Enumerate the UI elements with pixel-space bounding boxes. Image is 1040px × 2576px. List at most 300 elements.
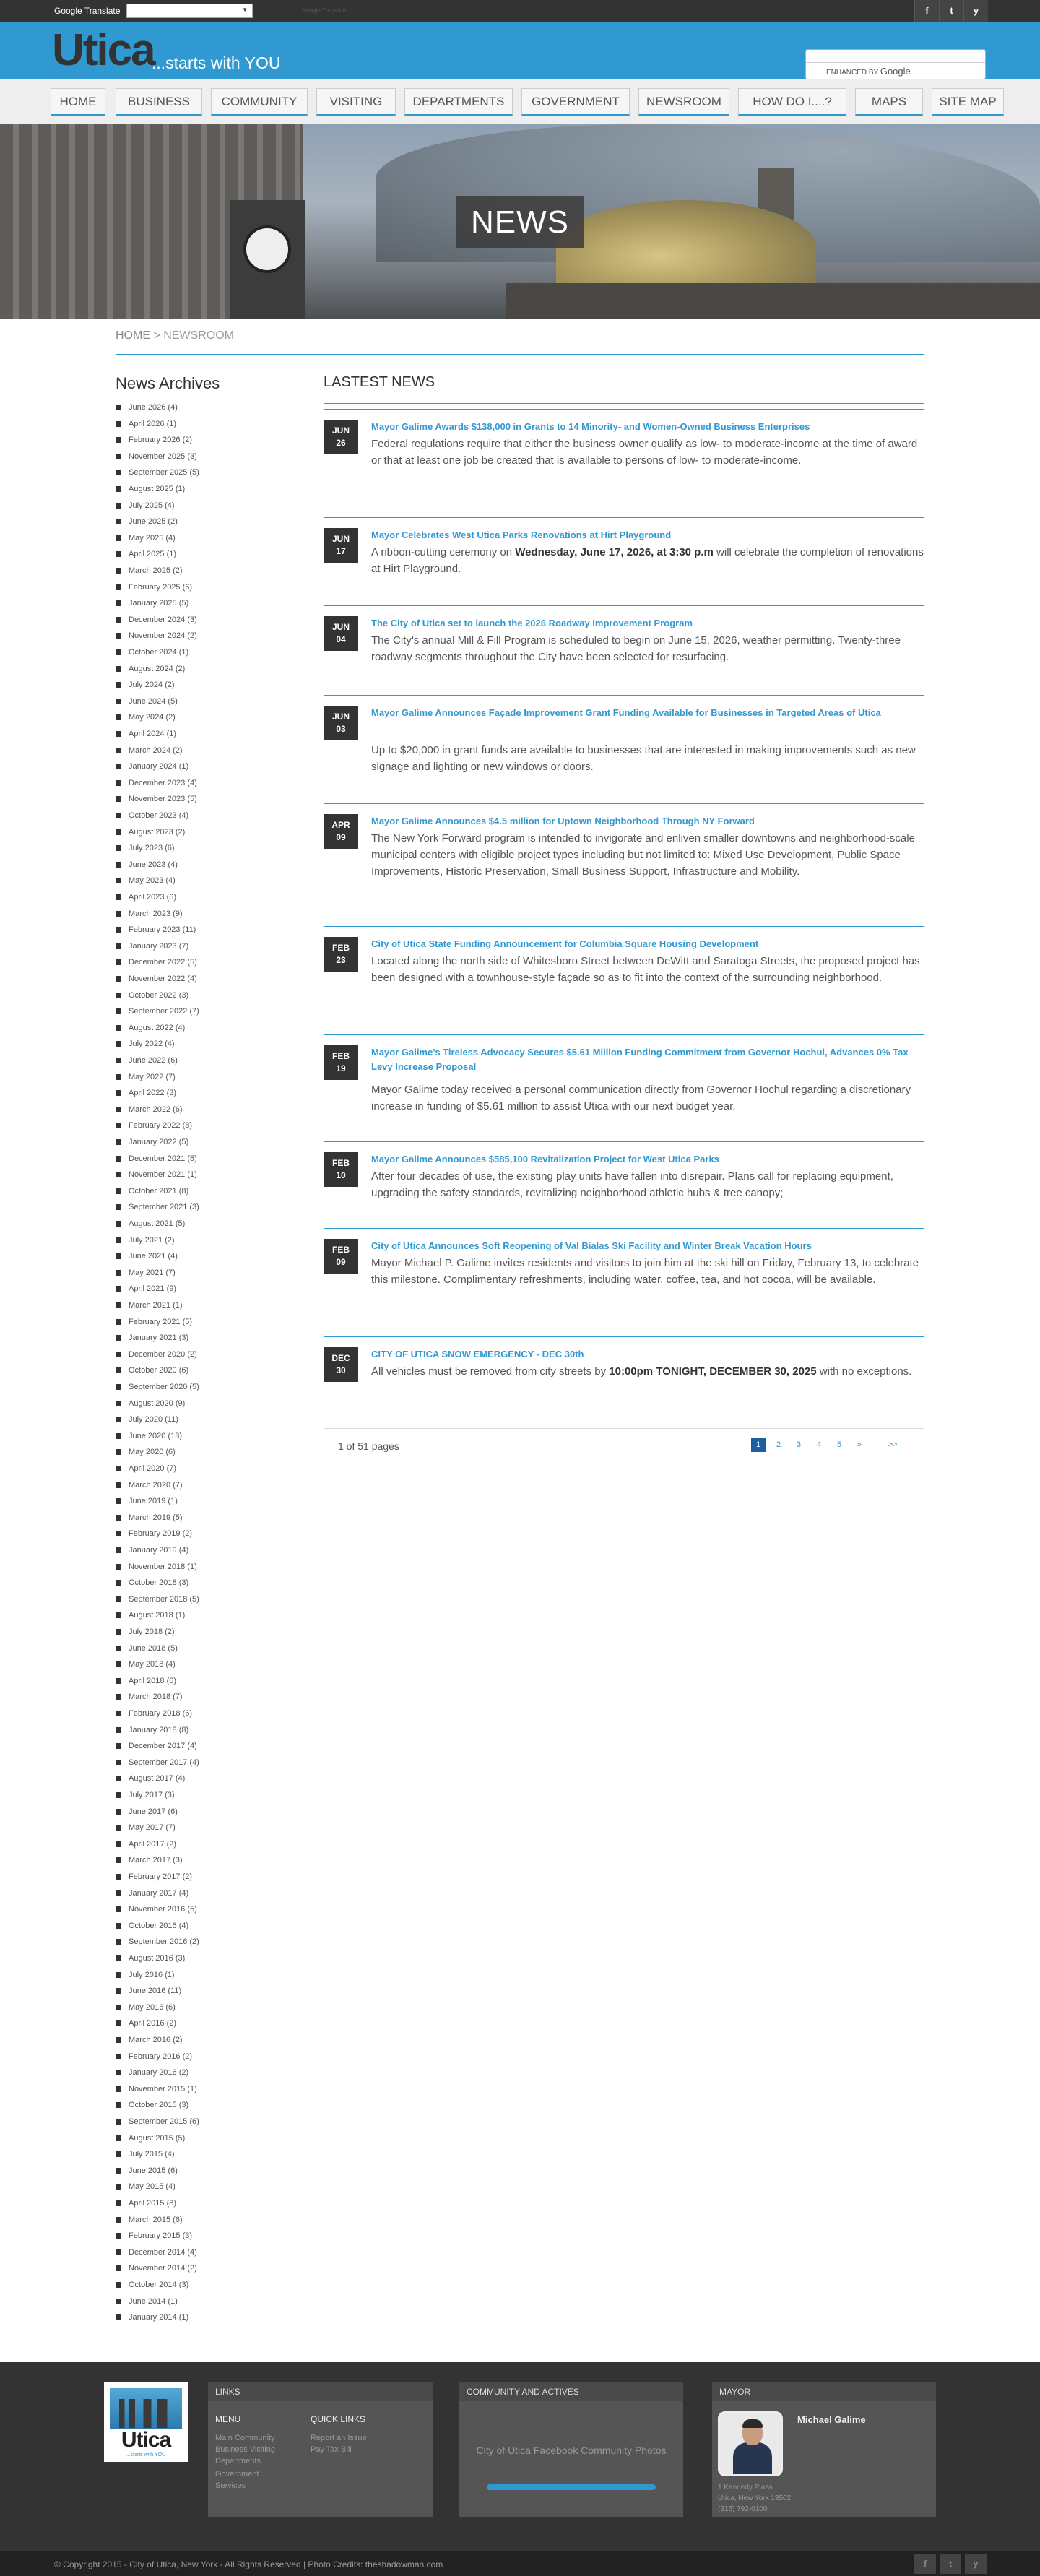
archive-link[interactable] [116,1415,178,1424]
facebook-icon[interactable]: f [914,0,939,22]
archive-link-label: February 2023 (11) [129,925,196,935]
bullet-icon [116,1025,121,1031]
archive-link-label: November 2024 (2) [129,631,197,641]
bullet-icon [116,421,121,427]
nav-home[interactable]: HOME [51,88,105,116]
archive-link[interactable] [116,1399,185,1408]
archive-link-label: June 2026 (4) [129,403,178,412]
archive-link[interactable] [116,2003,176,2012]
bullet-icon [116,2135,121,2141]
bullet-icon [116,1939,121,1945]
archive-link-label: February 2019 (2) [129,1529,193,1539]
archive-link[interactable] [116,893,176,902]
archive-link[interactable] [116,1660,176,1669]
archive-link-label: October 2020 (6) [129,1366,189,1375]
archive-link-label: April 2026 (1) [129,419,177,428]
archive-link[interactable] [116,958,197,967]
bullet-icon [116,1711,121,1716]
bullet-icon [116,699,121,704]
archive-link[interactable] [116,746,183,755]
archive-link[interactable] [116,1546,188,1555]
archive-link[interactable] [116,1791,175,1799]
archive-link[interactable] [116,2231,192,2240]
news-title[interactable]: Mayor Galime Announces $4.5 million for Uptown Neighborhood Through NY Forward [371,816,755,826]
twitter-icon[interactable]: t [939,0,963,22]
news-summary: Mayor Galime today received a personal communication directly from Governor Hochul regarding a discretionary increase in funding of $5.61 million to assist Utica with our next budget year. [371,1084,911,1112]
archive-link[interactable] [116,485,185,493]
footer-link[interactable]: Departments [215,2457,261,2465]
archive-link[interactable] [116,1578,188,1587]
archive-link[interactable] [116,1464,176,1473]
archive-link[interactable] [116,844,175,852]
archive-link[interactable] [116,1774,185,1783]
archive-link[interactable] [116,2199,176,2208]
page-2-link[interactable]: 2 [776,1440,781,1449]
archive-link[interactable] [116,1121,192,1130]
archive-link[interactable] [116,713,176,722]
archive-link[interactable] [116,468,199,477]
bullet-icon [116,617,121,623]
archive-link[interactable] [116,665,185,673]
archive-link[interactable] [116,1268,176,1277]
news-title[interactable]: Mayor Galime Awards $138,000 in Grants to 14 Minority- and Women-Owned Business Enterprises [371,421,810,432]
archive-link-label: May 2015 (4) [129,2182,176,2192]
chevron-down-icon: ▼ [242,7,248,13]
archive-link[interactable] [116,2264,197,2273]
archive-link[interactable] [116,1611,185,1620]
bullet-icon [116,959,121,965]
nav-how-do-i[interactable]: HOW DO I....? [738,88,846,116]
archive-link[interactable] [116,1383,199,1391]
bullet-icon [116,2102,121,2108]
bullet-icon [116,731,121,737]
archive-link[interactable] [116,534,176,543]
archive-link[interactable] [116,1284,176,1293]
archive-link[interactable] [116,828,185,837]
archive-link[interactable] [116,2216,183,2224]
bullet-icon [116,911,121,917]
archive-link[interactable] [116,697,178,706]
archive-link[interactable] [116,730,176,738]
footer-link[interactable]: Business Visiting [215,2445,275,2454]
bullet-icon [116,1580,121,1586]
news-item [324,1034,924,1138]
archive-link[interactable] [116,1366,188,1375]
archive-link-label: March 2021 (1) [129,1301,183,1310]
archive-link-label: February 2018 (6) [129,1709,193,1718]
bullet-icon [116,1874,121,1880]
archive-link[interactable] [116,876,176,885]
search-input[interactable] [806,50,985,63]
archive-link[interactable] [116,1170,197,1179]
bullet-icon [116,1204,121,1210]
archive-link[interactable] [116,1187,188,1196]
bullet-icon [116,1743,121,1749]
archive-link[interactable] [116,1840,176,1849]
archive-link[interactable] [116,860,178,869]
news-summary: Up to $20,000 in grant funds are available to businesses that are interested in making improvements such as new signage and lighting or new windows or doors. [371,744,916,773]
news-title[interactable]: Mayor Galime Announces Façade Improvement Grant Funding Available for Businesses in Targeted Areas of Utica [371,707,881,718]
news-title[interactable]: City of Utica Announces Soft Reopening of Val Bialas Ski Facility and Winter Break Vacation Hours [371,1240,812,1251]
archive-link-label: June 2014 (1) [129,2296,178,2306]
archive-link-label: November 2015 (1) [129,2084,197,2093]
archive-link[interactable] [116,436,192,444]
archive-link[interactable] [116,2117,199,2126]
news-date: JUN 03 [324,706,358,740]
archive-link[interactable] [116,974,197,983]
archive-link-label: August 2016 (3) [129,1954,186,1963]
facebook-icon[interactable]: f [914,2554,936,2574]
archive-link[interactable] [116,2134,185,2143]
archive-link-label: October 2014 (3) [129,2281,189,2289]
archive-link[interactable] [116,1644,178,1653]
news-title[interactable]: CITY OF UTICA SNOW EMERGENCY - DEC 30th [371,1349,584,1360]
archive-link-label: November 2014 (2) [129,2264,197,2273]
archive-link-label: January 2022 (5) [129,1138,189,1146]
archive-link[interactable] [116,1236,175,1245]
archive-link[interactable] [116,1971,175,1979]
page-5-link[interactable]: 5 [836,1440,842,1449]
bullet-icon [116,2184,121,2190]
archive-link-label: May 2024 (2) [129,713,176,722]
bullet-icon [116,1417,121,1422]
archive-link-label: February 2021 (5) [129,1317,193,1326]
bullet-icon [116,551,121,557]
news-title[interactable]: The City of Utica set to launch the 2026 Roadway Improvement Program [371,618,693,628]
twitter-icon[interactable]: t [940,2554,961,2574]
nav-site-map[interactable]: SITE MAP [932,88,1004,116]
news-title[interactable]: Mayor Celebrates West Utica Parks Renovations at Hirt Playground [371,530,672,540]
archive-link-label: April 2022 (3) [129,1089,177,1098]
archive-link[interactable] [116,1889,188,1898]
bullet-icon [116,2119,121,2125]
archives-title: News Archives [116,374,220,392]
copyright-text: © Copyright 2015 - City of Utica, New York - All Rights Reserved | Photo Credits: theshadowman.com [54,2559,443,2569]
last-page-link[interactable]: >> [888,1440,898,1449]
bullet-icon [116,1498,121,1504]
bullet-icon [116,1972,121,1978]
archive-link-label: August 2017 (4) [129,1774,186,1784]
archive-link-label: December 2023 (4) [129,778,197,787]
archive-link-label: April 2024 (1) [129,730,177,738]
archive-link[interactable] [116,1318,192,1326]
page-4-link[interactable]: 4 [816,1440,822,1449]
archive-link-label: June 2024 (5) [129,696,178,706]
bullet-icon [116,2249,121,2255]
bullet-icon [116,1335,121,1341]
footer-link[interactable]: Government [215,2470,259,2478]
news-title[interactable]: Mayor Galime Announces $585,100 Revitalization Project for West Utica Parks [371,1154,719,1164]
archive-link[interactable] [116,1937,199,1946]
news-item [324,1228,924,1335]
archive-link[interactable] [116,1448,176,1456]
nav-visiting[interactable]: VISITING [316,88,396,116]
archive-link[interactable] [116,1677,176,1685]
search-box[interactable] [805,49,986,79]
archive-link[interactable] [116,2281,188,2289]
archive-link[interactable] [116,2036,183,2044]
mayor-phone: (315) 792-0100 [718,2505,768,2513]
archive-link-label: October 2018 (3) [129,1578,189,1588]
next-page-link[interactable]: » [857,1440,862,1449]
nav-maps[interactable]: MAPS [855,88,923,116]
archive-link-label: June 2023 (4) [129,860,178,869]
archive-link-label: January 2019 (4) [129,1546,189,1555]
breadcrumb-home[interactable]: HOME [116,329,150,342]
archive-link[interactable] [116,2101,188,2109]
archive-link[interactable] [116,925,196,934]
news-date: FEB 10 [324,1152,358,1187]
bullet-icon [116,486,121,492]
bullet-icon [116,682,121,688]
archive-link-label: June 2021 (4) [129,1252,178,1261]
bullet-icon [116,1809,121,1815]
archive-link[interactable] [116,942,188,951]
archive-link[interactable] [116,1513,183,1522]
archive-link[interactable] [116,1105,183,1114]
archive-link[interactable] [116,811,188,820]
archive-link-label: August 2025 (1) [129,485,186,493]
youtube-icon[interactable]: y [963,0,988,22]
archive-link[interactable] [116,909,183,918]
archive-link[interactable] [116,1350,197,1359]
archive-link[interactable] [116,615,197,624]
archive-link[interactable] [116,1073,176,1081]
bullet-icon [116,600,121,606]
archive-link[interactable] [116,648,188,657]
footer-link[interactable]: Report an Issue [311,2434,367,2442]
archive-link[interactable] [116,1089,176,1097]
bullet-icon [116,2168,121,2174]
bullet-icon [116,1515,121,1521]
archive-link[interactable] [116,2182,176,2191]
archive-link-label: March 2023 (9) [129,909,183,918]
archive-link-label: April 2020 (7) [129,1464,177,1473]
archive-link[interactable] [116,517,178,526]
bullet-icon [116,1074,121,1080]
bullet-icon [116,780,121,786]
archive-link[interactable] [116,2085,197,2093]
archive-link-label: January 2016 (2) [129,2068,189,2078]
archive-link[interactable] [116,1563,197,1571]
bullet-icon [116,1319,121,1325]
bullet-icon [116,1792,121,1798]
archive-link[interactable] [116,631,197,640]
bullet-icon [116,1367,121,1373]
archive-link-label: December 2022 (5) [129,958,197,967]
archive-link[interactable] [116,1954,185,1963]
archive-link[interactable] [116,1481,183,1490]
latest-news-title: LASTEST NEWS [324,374,436,390]
bullet-icon [116,1156,121,1162]
archive-link[interactable] [116,1432,182,1440]
page-1-link[interactable]: 1 [751,1438,766,1452]
archive-link[interactable] [116,1856,183,1864]
language-select[interactable] [126,4,253,18]
bullet-icon [116,1923,121,1929]
youtube-icon[interactable]: y [965,2554,987,2574]
news-title[interactable]: Mayor Galime’s Tireless Advocacy Secures $5.61 Million Funding Commitment from Governor Hochul, Advances 0% Tax Levy Increase Proposal [371,1047,909,1072]
archive-link[interactable] [116,1301,183,1310]
archive-link-label: August 2022 (4) [129,1023,186,1032]
archive-link-label: June 2025 (2) [129,517,178,527]
archive-link[interactable] [116,583,192,592]
footer-logo[interactable]: Utica ...starts with YOU [104,2382,188,2462]
archive-link[interactable] [116,991,188,1000]
bullet-icon [116,1612,121,1618]
archive-link-label: December 2024 (3) [129,615,197,624]
archive-link[interactable] [116,403,178,412]
archive-link[interactable] [116,1154,197,1163]
bullet-icon [116,2151,121,2157]
site-logo[interactable]: Utica [52,25,155,75]
archive-link[interactable] [116,1007,199,1016]
news-item [324,605,924,685]
archive-link[interactable] [116,1040,175,1048]
archive-link[interactable] [116,1628,175,1636]
bullet-icon [116,1906,121,1912]
archive-link-label: July 2024 (2) [129,680,175,690]
archive-link[interactable] [116,1872,192,1881]
archive-link[interactable] [116,1823,176,1832]
archive-link[interactable] [116,2297,178,2306]
archive-link-label: September 2017 (4) [129,1758,199,1767]
bullet-icon [116,1188,121,1194]
bullet-icon [116,1547,121,1553]
archive-link-label: February 2026 (2) [129,436,193,445]
news-summary: The City's annual Mill & Fill Program is scheduled to begin on June 15, 2026, weather permitting. Twenty-three roadway segments throughout the City have been selected for resurfacing. [371,634,901,663]
archive-link[interactable] [116,1252,178,1261]
archive-link-label: July 2022 (4) [129,1040,175,1049]
archive-link[interactable] [116,1497,178,1505]
top-bar [0,0,1040,22]
archive-link[interactable] [116,1595,199,1604]
archive-link-label: April 2023 (6) [129,893,177,902]
archive-link[interactable] [116,1056,178,1065]
archive-link[interactable] [116,2052,192,2061]
breadcrumb-separator: > [150,329,164,342]
archive-link[interactable] [116,2166,178,2175]
archive-link[interactable] [116,1742,197,1750]
archive-link[interactable] [116,452,197,461]
bullet-icon [116,943,121,949]
archive-link[interactable] [116,1807,178,1816]
footer-link[interactable]: Services [215,2481,246,2490]
bullet-icon [116,1988,121,1994]
archive-link-label: July 2025 (4) [129,501,175,510]
bullet-icon [116,1449,121,1455]
footer-links-title: LINKS [208,2382,433,2401]
archive-link-label: October 2024 (1) [129,648,189,657]
archive-link-label: September 2016 (2) [129,1937,199,1947]
archive-link-label: March 2019 (5) [129,1513,183,1522]
archive-link-label: August 2020 (9) [129,1399,186,1408]
google-translate-label: Google Translate [54,6,121,16]
archive-link-label: February 2022 (8) [129,1121,193,1131]
bullet-icon [116,1286,121,1292]
archive-link[interactable] [116,1905,197,1914]
archive-link[interactable] [116,1138,188,1146]
news-item [324,409,924,507]
nav-government[interactable]: GOVERNMENT [521,88,630,116]
archive-link-label: May 2021 (7) [129,1268,176,1277]
bullet-icon [116,1221,121,1227]
mayor-address: 1 Kennedy Plaza [718,2484,773,2491]
archive-link[interactable] [116,1529,192,1538]
archive-link[interactable] [116,1693,183,1701]
nav-community[interactable]: COMMUNITY [211,88,308,116]
archive-link[interactable] [116,1203,199,1211]
archive-link[interactable] [116,2019,176,2028]
archive-link[interactable] [116,1334,188,1342]
archive-link[interactable] [116,1219,185,1228]
bullet-icon [116,1090,121,1096]
nav-business[interactable]: BUSINESS [116,88,202,116]
facebook-photos-text[interactable]: City of Utica Facebook Community Photos [476,2445,667,2456]
archive-link[interactable] [116,795,197,803]
archive-link-label: September 2025 (5) [129,468,199,477]
archive-link[interactable] [116,2248,197,2257]
bullet-icon [116,748,121,753]
news-date: DEC 30 [324,1347,358,1382]
archive-link[interactable] [116,599,188,608]
bullet-icon [116,633,121,639]
archive-link[interactable] [116,2313,188,2322]
bullet-icon [116,1384,121,1390]
bullet-icon [116,2054,121,2059]
news-item [324,695,924,800]
archive-link-label: October 2015 (3) [129,2101,189,2110]
news-title[interactable]: City of Utica State Funding Announcement for Columbia Square Housing Development [371,938,759,949]
archive-link-label: July 2023 (6) [129,844,175,853]
footer-quick-title: QUICK LINKS [311,2414,366,2424]
bullet-icon [116,2200,121,2206]
bullet-icon [116,1466,121,1471]
archive-link[interactable] [116,550,176,558]
archive-link[interactable] [116,2150,175,2158]
archive-link[interactable] [116,1987,181,1995]
archive-link[interactable] [116,420,176,428]
archive-link-label: May 2016 (6) [129,2002,176,2012]
bullet-icon [116,2020,121,2026]
archive-link[interactable] [116,680,175,689]
page-3-link[interactable]: 3 [796,1440,802,1449]
mayor-name: Michael Galime [797,2414,866,2425]
bullet-icon [116,829,121,835]
breadcrumb [116,329,234,342]
archive-link-label: November 2023 (5) [129,795,197,804]
nav-newsroom[interactable]: NEWSROOM [638,88,729,116]
footer-link[interactable]: Main Community [215,2434,275,2442]
archive-link[interactable] [116,501,175,510]
nav-departments[interactable]: DEPARTMENTS [404,88,513,116]
bullet-icon [116,845,121,851]
archive-link[interactable] [116,566,183,575]
archive-link[interactable] [116,779,197,787]
archive-link[interactable] [116,2068,188,2077]
archive-link[interactable] [116,1709,192,1718]
archive-link[interactable] [116,1922,188,1930]
bullet-icon [116,993,121,998]
bullet-icon [116,649,121,655]
footer-link[interactable]: Pay Tax Bill [311,2445,352,2454]
bullet-icon [116,2282,121,2288]
archive-link[interactable] [116,762,188,771]
archive-link-label: February 2015 (3) [129,2231,193,2241]
archive-link[interactable] [116,1758,199,1767]
archive-link[interactable] [116,1024,185,1032]
archive-link[interactable] [116,1726,188,1734]
